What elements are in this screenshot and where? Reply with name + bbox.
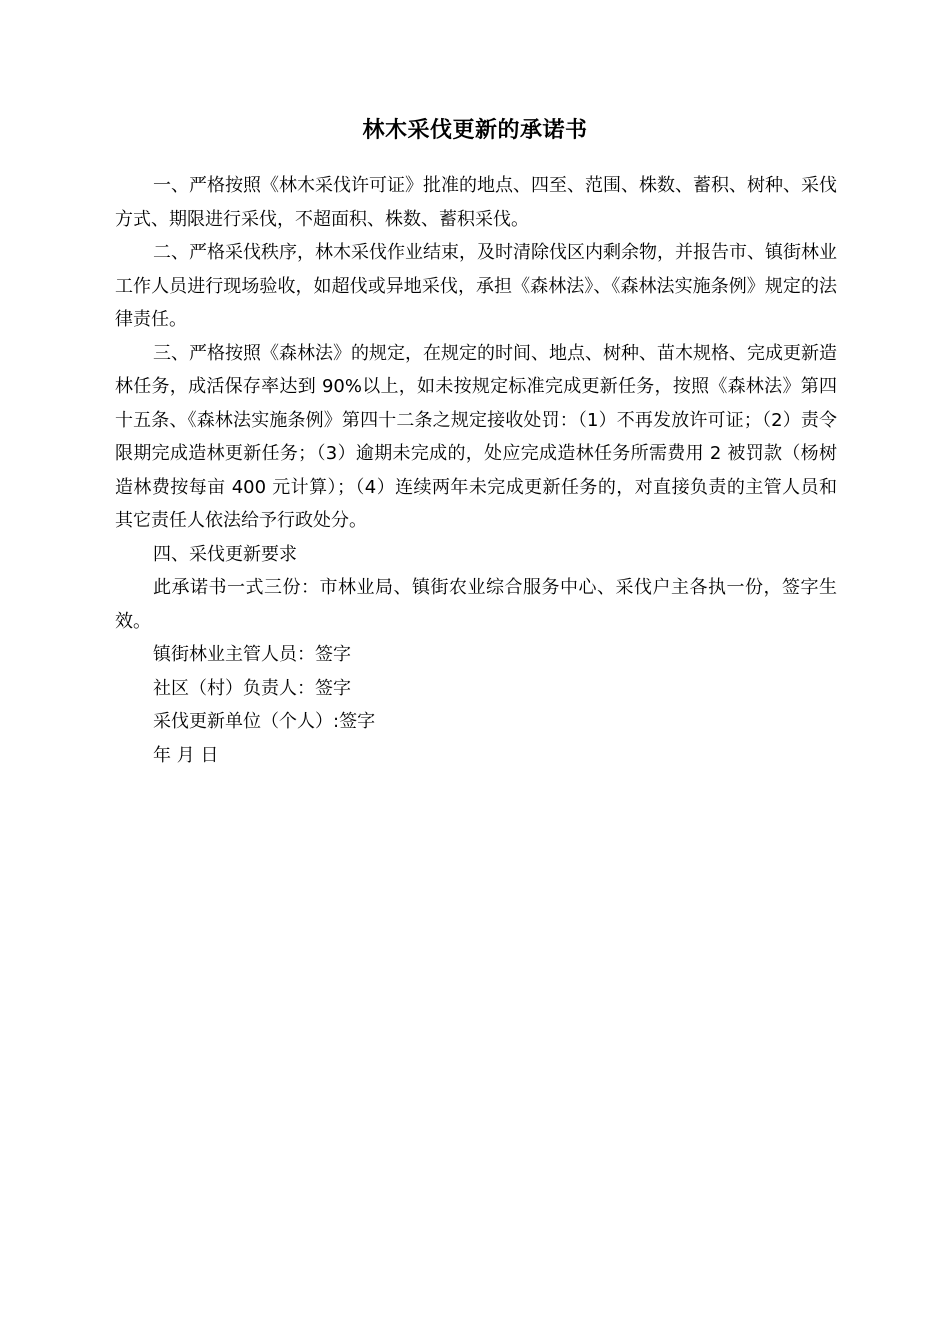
clause-3: 三、严格按照《森林法》的规定，在规定的时间、地点、树种、苗木规格、完成更新造林任务，成活保存率达到 90%以上，如未按规定标准完成更新任务，按照《森林法》第四十五条、《森林法实施条例》第四十二条之规定接收处罚：（1）不再发放许可证；（2）责令限期完成造林更新任务；（3）逾期未完成的，处应完成造林任务所需费用 2 被罚款（杨树造林费按每亩 400 元计算）；（4）连续两年未完成更新任务的，对直接负责的主管人员和其它责任人依法给予行政处分。 xyxy=(115,342,837,531)
clause-1: 一、严格按照《林木采伐许可证》批准的地点、四至、范围、株数、蓄积、树种、采伐方式、期限进行采伐，不超面积、株数、蓄积采伐。 xyxy=(115,175,837,230)
clause-4: 四、采伐更新要求 xyxy=(153,543,297,565)
signature-forestry-officer: 镇街林业主管人员：签字 xyxy=(153,644,351,665)
signature-community-head: 社区（村）负责人：签字 xyxy=(153,677,351,699)
signature-date: 年 月 日 xyxy=(153,744,219,766)
clause-2: 二、严格采伐秩序，林木采伐作业结束，及时清除伐区内剩余物，并报告市、镇街林业工作人员进行现场验收，如超伐或异地采伐，承担《森林法》、《森林法实施条例》规定的法律责任。 xyxy=(115,242,837,330)
document-title: 林木采伐更新的承诺书 xyxy=(362,118,588,143)
document-body xyxy=(115,169,837,772)
signature-logging-unit: 采伐更新单位（个人）:签字 xyxy=(153,711,376,732)
copies-statement: 此承诺书一式三份：市林业局、镇街农业综合服务中心、采伐户主各执一份，签字生效。 xyxy=(115,577,837,632)
